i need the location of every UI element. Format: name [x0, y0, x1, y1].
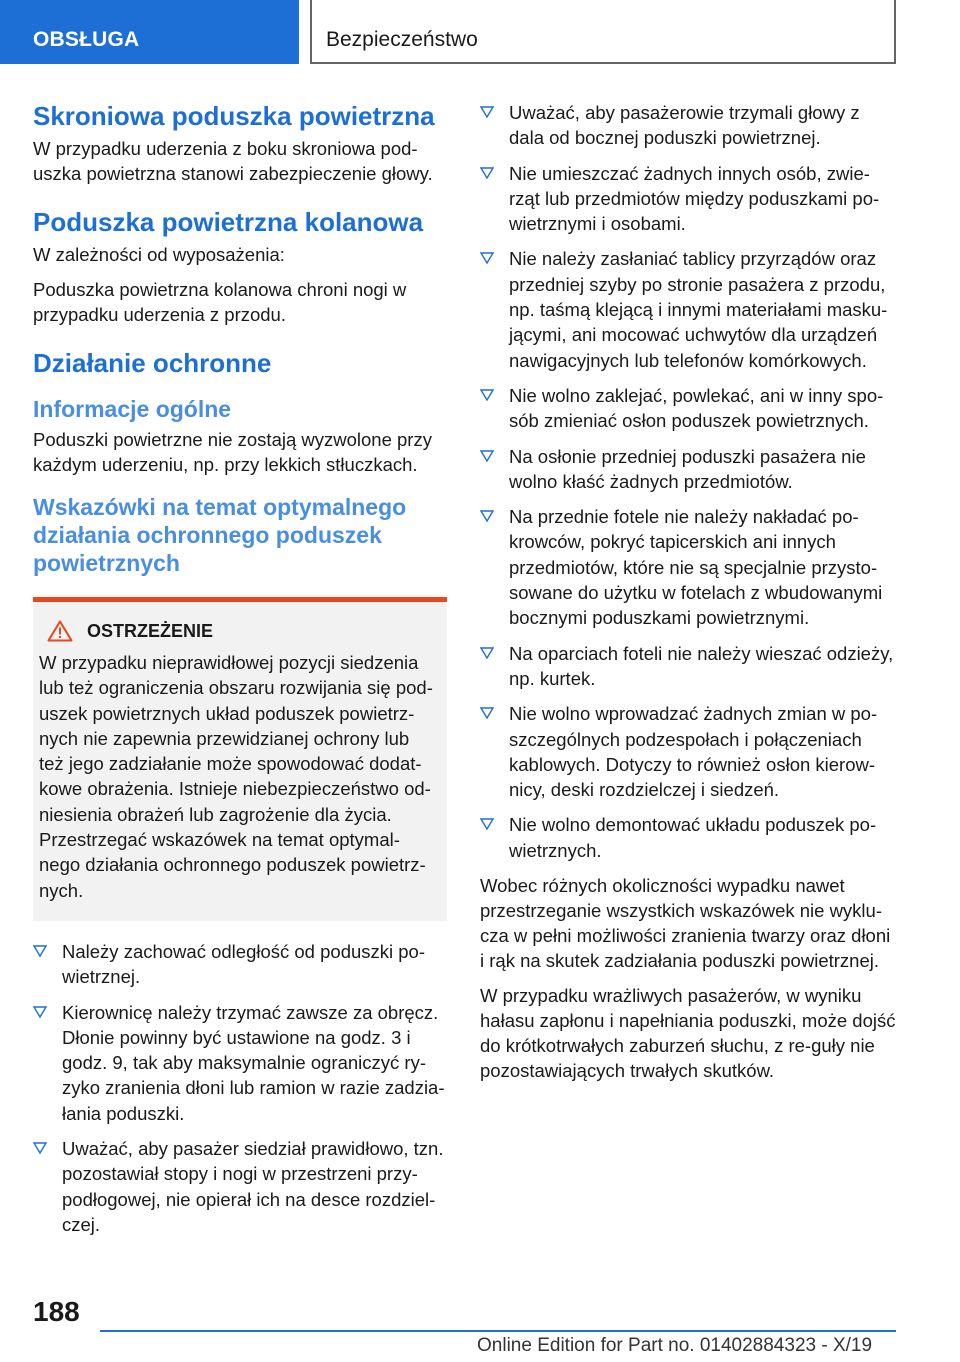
triangle-bullet-icon	[480, 817, 494, 831]
triangle-bullet-icon	[33, 944, 47, 958]
chapter-title: Bezpieczeństwo	[310, 0, 896, 64]
warning-text: W przypadku nieprawidłowej pozycji siedzenia lub też ograniczenia obszaru rozwijania się pod-uszek powietrznych układ poduszek powietrz-nych nie zapewnia przewidzianej ochrony lub też jego zadziałanie może spowodować dodat-kowe obrażenia. Istnieje niebezpieczeństwo od-niesienia obrażeń lub zagrożenie dla życia. Przestrzegać wskazówek na temat optymal-nego działania ochronnego poduszek powietrz-nych.	[39, 652, 433, 901]
paragraph-equipment: W zależności od wyposażenia:	[33, 244, 285, 265]
triangle-bullet-icon	[480, 251, 494, 265]
footer-divider	[100, 1330, 896, 1332]
list-item: Na osłonie przedniej poduszki pasażera nie wolno kłaść żadnych przedmiotów.	[480, 444, 898, 495]
triangle-bullet-icon	[480, 105, 494, 119]
triangle-bullet-icon	[480, 509, 494, 523]
paragraph-knee-airbag: Poduszka powietrzna kolanowa chroni nogi w przypadku uderzenia z przodu.	[33, 279, 407, 325]
triangle-bullet-icon	[480, 388, 494, 402]
heading-protective-action: Działanie ochronne	[33, 348, 272, 378]
list-item: Nie wolno wprowadzać żadnych zmian w po-szczególnych podzespołach i połączeniach kablowych. Dotyczy to również osłon kierow-nicy, deski rozdzielczej i siedzeń.	[480, 701, 898, 802]
triangle-bullet-icon	[480, 706, 494, 720]
triangle-bullet-icon	[480, 166, 494, 180]
triangle-bullet-icon	[480, 449, 494, 463]
subheading-optimal-protection: Wskazówki na temat optymalnego działania ochronnego poduszek powietrznych	[33, 494, 407, 576]
right-column	[480, 100, 898, 1093]
footer-edition: Online Edition for Part no. 01402884323 - X/19	[477, 1335, 873, 1356]
bullet-list-right	[480, 100, 898, 863]
paragraph-circumstances: Wobec różnych okoliczności wypadku nawet przestrzeganie wszystkich wskazówek nie wyklu-cza w pełni możliwości zranienia twarzy oraz dłoni i rąk na skutek zadziałania poduszki powietrznej.	[480, 875, 891, 972]
triangle-bullet-icon	[33, 1005, 47, 1019]
list-item: Należy zachować odległość od poduszki po-wietrznej.	[33, 939, 447, 990]
list-item: Nie należy zasłaniać tablicy przyrządów oraz przedniej szyby po stronie pasażera z przodu, np. taśmą klejącą i innymi materiałami masku-jącymi, ani mocować uchwytów dla urządzeń nawigacyjnych lub telefonów komórkowych.	[480, 246, 898, 372]
warning-icon	[47, 620, 73, 642]
list-item: Kierownicę należy trzymać zawsze za obręcz. Dłonie powinny być ustawione na godz. 3 i godz. 9, tak aby maksymalnie ograniczyć ry-zyko zranienia dłoni lub ramion w razie zadzia-łania poduszki.	[33, 1000, 447, 1126]
paragraph-sensitive-passengers: W przypadku wrażliwych pasażerów, w wyniku hałasu zapłonu i napełniania poduszki, może dojść do krótkotrwałych zaburzeń słuchu, z re-guły nie pozostawiających trwałych skutków.	[480, 985, 896, 1082]
list-item: Na oparciach foteli nie należy wieszać odzieży, np. kurtek.	[480, 641, 898, 692]
list-item: Uważać, aby pasażerowie trzymali głowy z dala od bocznej poduszki powietrznej.	[480, 100, 898, 151]
warning-title: OSTRZEŻENIE	[87, 620, 214, 641]
paragraph-general-info: Poduszki powietrzne nie zostają wyzwolone przy każdym uderzeniu, np. przy lekkich stłuczkach.	[33, 429, 432, 475]
paragraph-head-airbag: W przypadku uderzenia z boku skroniowa pod-uszka powietrzna stanowi zabezpieczenie głowy.	[33, 138, 433, 184]
bullet-list-left	[33, 939, 447, 1237]
list-item: Na przednie fotele nie należy nakładać po-krowców, pokryć tapicerskich ani innych przedmiotów, które nie są specjalnie przysto-sowane do użytku w fotelach z wbudowanymi bocznymi poduszkami powietrznymi.	[480, 504, 898, 630]
warning-header	[47, 620, 437, 642]
triangle-bullet-icon	[480, 646, 494, 660]
list-item: Nie wolno demontować układu poduszek po-wietrznych.	[480, 812, 898, 863]
heading-knee-airbag: Poduszka powietrzna kolanowa	[33, 207, 424, 237]
list-item: Nie umieszczać żadnych innych osób, zwie-rząt lub przedmiotów między poduszkami po-wietrznymi i osobami.	[480, 161, 898, 237]
subheading-general-info: Informacje ogólne	[33, 396, 232, 422]
triangle-bullet-icon	[33, 1141, 47, 1155]
list-item: Uważać, aby pasażer siedział prawidłowo, tzn. pozostawiał stopy i nogi w przestrzeni przy-podłogowej, nie opierał ich na desce rozdziel-czej.	[33, 1136, 447, 1237]
section-tab: OBSŁUGA	[0, 0, 299, 64]
warning-box	[33, 597, 447, 921]
left-column	[33, 100, 447, 1247]
heading-head-airbag: Skroniowa poduszka powietrzna	[33, 101, 435, 131]
page-number: 188	[33, 1296, 80, 1327]
list-item: Nie wolno zaklejać, powlekać, ani w inny spo-sób zmieniać osłon poduszek powietrznych.	[480, 383, 898, 434]
